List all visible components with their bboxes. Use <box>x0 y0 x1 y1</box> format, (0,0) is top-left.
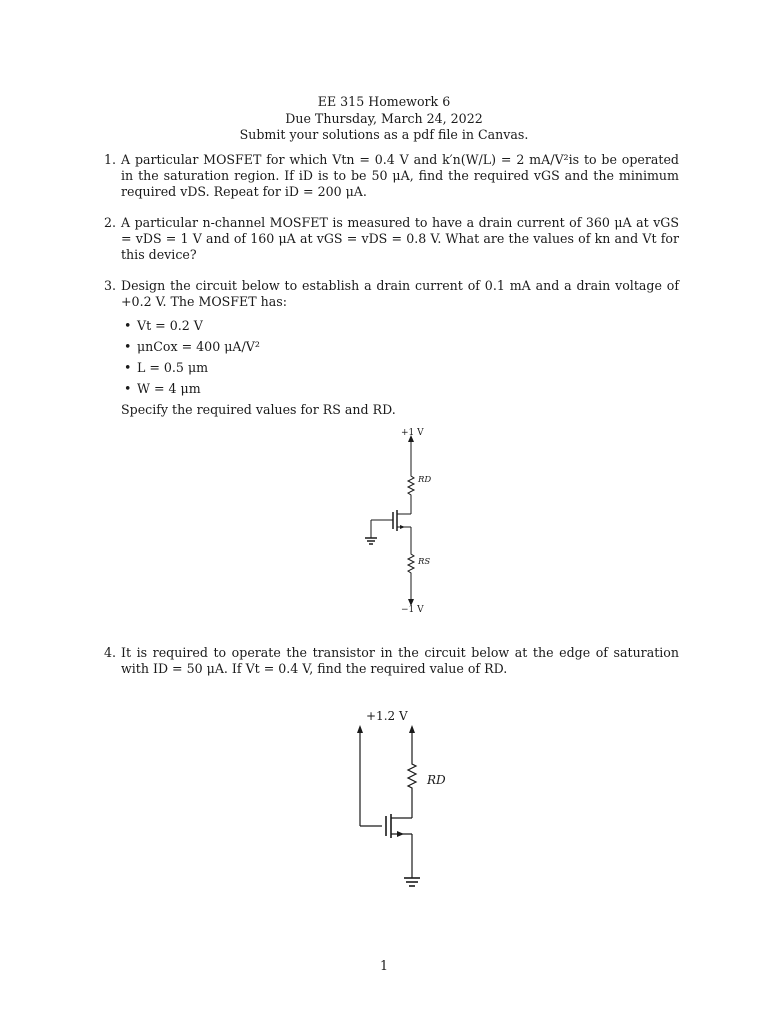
arrow-up-icon <box>357 725 363 733</box>
page-number: 1 <box>379 958 388 973</box>
problem-number: 3. <box>104 278 117 293</box>
source-arrow-icon <box>397 831 404 837</box>
problem-number: 2. <box>104 215 117 230</box>
problem-2 <box>104 215 679 263</box>
arrow-up-icon <box>409 725 415 733</box>
rs-label: RS <box>418 557 431 567</box>
problem-text: A particular n-channel MOSFET is measured to have a drain current of 360 μA at vGS = vDS = 1 V and of 160 μA at vGS = vDS = 0.8 V. What are the values of kn and Vt for this device? <box>121 215 679 262</box>
problem-list <box>104 152 679 418</box>
document-header <box>0 94 768 144</box>
rd-label: RD <box>418 475 432 485</box>
specify-text: Specify the required values for RS and RD. <box>121 402 396 417</box>
param-w: • W = 4 μm <box>121 381 679 397</box>
problem-text: It is required to operate the transistor in the circuit below at the edge of saturation with ID = 50 μA. If Vt = 0.4 V, find the required value of RD. <box>121 645 679 676</box>
problem-text: Design the circuit below to establish a drain current of 0.1 mA and a drain voltage of +0.2 V. The MOSFET has: <box>121 278 679 309</box>
mosfet-parameters <box>121 318 679 397</box>
source-arrow-icon <box>400 525 405 529</box>
course-title: EE 315 Homework 6 <box>317 94 451 109</box>
due-date: Due Thursday, March 24, 2022 <box>285 110 483 126</box>
problem-1 <box>104 152 679 200</box>
circuit-diagram-1 <box>355 420 445 616</box>
problem-number: 4. <box>104 645 117 660</box>
problem-4 <box>104 645 679 677</box>
problem-3 <box>104 278 679 418</box>
problem-list-2 <box>104 645 679 677</box>
top-supply-label: +1 V <box>401 428 424 438</box>
submission-note: Submit your solutions as a pdf file in Canvas. <box>239 127 529 142</box>
bottom-supply-label: −1 V <box>401 605 424 615</box>
problem-text: A particular MOSFET for which Vtn = 0.4 V and k′n(W/L) = 2 mA/V²is to be operated in the saturation region. If iD is to be 50 μA, find the required vGS and the minimum required vDS. Repeat for iD = 200 μA. <box>121 152 679 199</box>
circuit-diagram-2 <box>350 702 460 892</box>
param-l: • L = 0.5 μm <box>121 360 679 376</box>
param-vt: • Vt = 0.2 V <box>121 318 679 334</box>
supply-label: +1.2 V <box>366 709 408 723</box>
problem-number: 1. <box>104 152 117 167</box>
rd-label: RD <box>427 773 446 787</box>
param-ucox: • μnCox = 400 μA/V² <box>121 339 679 355</box>
